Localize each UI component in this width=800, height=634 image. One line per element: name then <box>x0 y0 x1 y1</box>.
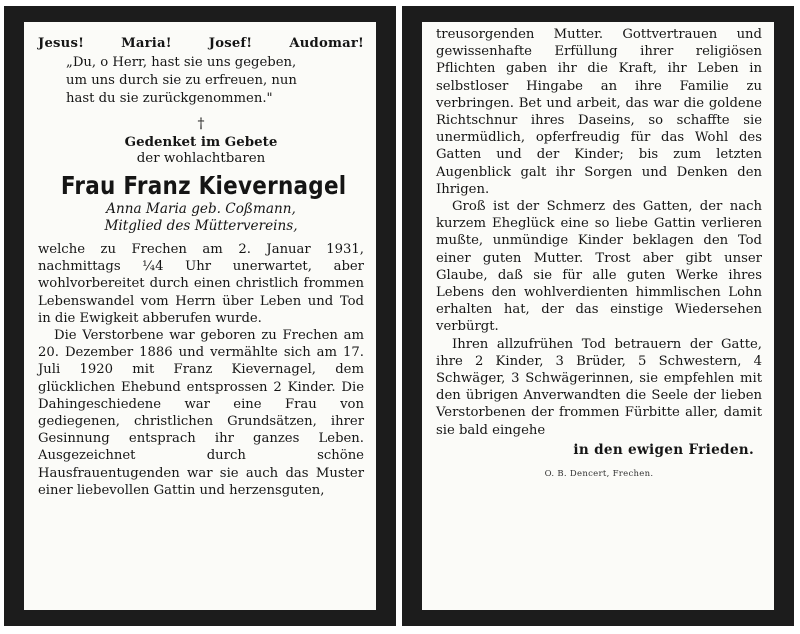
right-body-text <box>436 26 762 439</box>
invocation-jesus: Jesus! <box>38 36 85 51</box>
cross-symbol: † <box>197 116 205 132</box>
verse-line: hast du sie zurückgenommen." <box>66 91 273 106</box>
death-paragraph: welche zu Frechen am 2. Januar 1931, nachmittags ¼4 Uhr unerwartet, aber wohlvorbereitet durch einen christlich frommen Lebenswandel vom Herrn über Leben und Tod in die Ewigkeit abberufen wurde. <box>38 242 364 326</box>
left-card-page <box>24 22 376 610</box>
membership-line: Mitglied des Müttervereins, <box>104 218 298 234</box>
verse-line: „Du, o Herr, hast sie uns gegeben, <box>66 55 297 70</box>
deceased-name: Frau Franz Kievernagel <box>60 171 347 200</box>
bible-verse <box>38 54 364 108</box>
right-card-border <box>402 6 794 626</box>
mourners-paragraph: Ihren allzufrühen Tod betrauern der Gatte, ihre 2 Kinder, 3 Brüder, 5 Schwestern, 4 Schwäger, 3 Schwägerinnen, sie empfehlen mit den übrigen Anverwandten die Seele der lieben Verstorbenen der frommen Fürbitte aller, damit sie bald eingehe <box>436 336 762 438</box>
closing-line: in den ewigen Frieden. <box>573 441 754 458</box>
verse-line: um uns durch sie zu erfreuen, nun <box>66 73 297 88</box>
maiden-name-line: Anna Maria geb. Coßmann, <box>106 201 296 217</box>
grief-paragraph: Groß ist der Schmerz des Gatten, der nach kurzem Eheglück eine so liebe Gattin verlieren mußte, unmündige Kinder beklagen den Tod einer guten Mutter. Trost aber gibt unser Glaube, daß sie für alle guten Werke ihres Lebens den wohlverdienten himmlischen Lohn erhalten hat, der das einstige Wiedersehen verbürgt. <box>436 199 762 335</box>
right-card-page <box>422 22 774 610</box>
invocation-audomar: Audomar! <box>289 36 364 51</box>
left-body-text <box>38 241 364 499</box>
printer-imprint: O. B. Dencert, Frechen. <box>544 468 654 479</box>
memento-heading: Gedenket im Gebete <box>124 134 278 150</box>
invocation-josef: Josef! <box>208 36 253 51</box>
honorific-line: der wohlachtbaren <box>136 151 266 166</box>
left-card-border <box>4 6 396 626</box>
virtues-paragraph: treusorgenden Mutter. Gottvertrauen und gewissenhafte Erfüllung ihrer religiösen Pflichten gaben ihr die Kraft, ihr Leben in selbstloser Hingabe an ihre Familie zu verbringen. Bet und arbeit, das war die goldene Richtschnur ihres Daseins, so schaffte sie unermüdlich, opferfreudig für das Wohl des Gatten und der Kinder; bis zum letzten Augenblick galt ihr Sorgen und Denken den Ihrigen. <box>436 27 762 197</box>
invocation-maria: Maria! <box>121 36 172 51</box>
biography-paragraph: Die Verstorbene war geboren zu Frechen am 20. Dezember 1886 und vermählte sich am 17. Juli 1920 mit Franz Kievernagel, dem glücklichen Ehebund entsprossen 2 Kinder. Die Dahingeschiedene war eine Frau von gediegenen, christlichen Grundsätzen, ihrer Gesinnung entsprach ihr ganzes Leben. Ausgezeichnet durch schöne Hausfrauentugenden war sie auch das Muster einer liebevollen Gattin und herzensguten, <box>38 328 364 498</box>
invocation-line <box>38 36 364 51</box>
